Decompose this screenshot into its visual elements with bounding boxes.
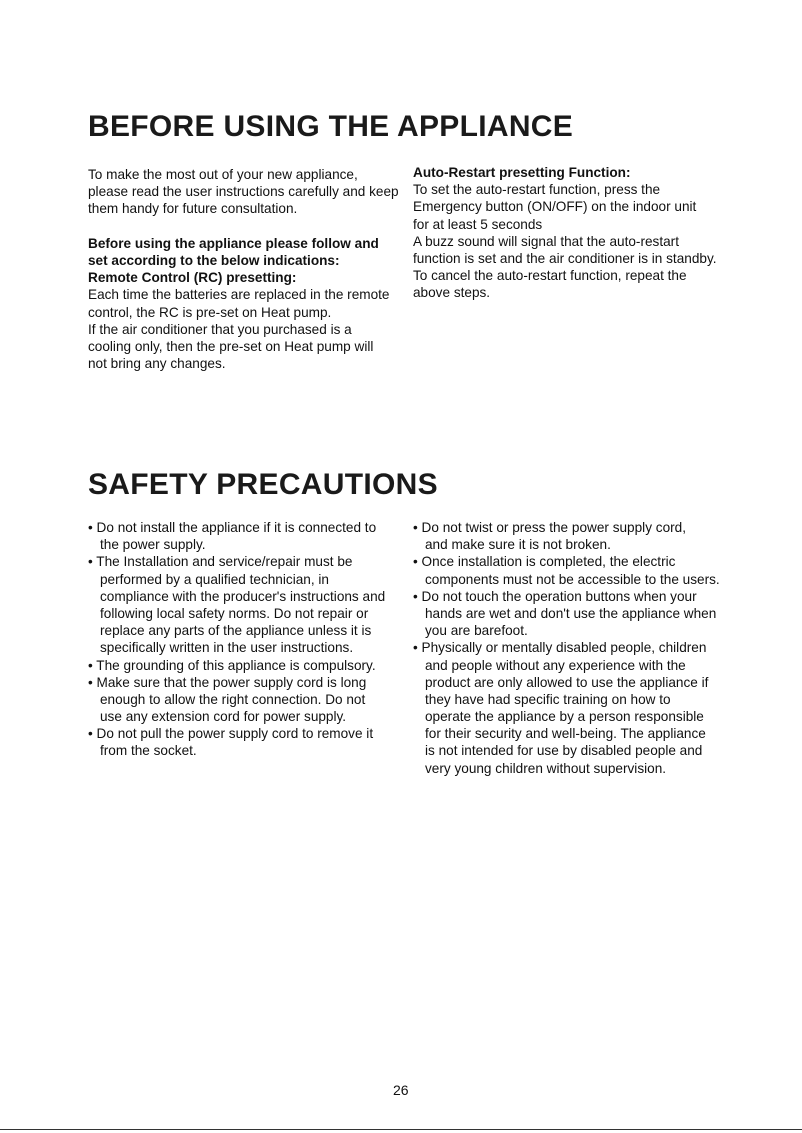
bullet-text: they have had specific training on how to	[425, 691, 671, 707]
bullet-line	[413, 639, 720, 656]
paragraph-gap	[88, 218, 399, 235]
bullet-text: performed by a qualified technician, in	[100, 571, 329, 587]
page-number: 26	[393, 1082, 409, 1098]
bullet-text: and people without any experience with the	[425, 657, 686, 673]
bullet-line	[413, 725, 720, 742]
bullet-line	[88, 536, 385, 553]
bullet-text: is not intended for use by disabled people and	[425, 743, 703, 759]
section-title-safety-precautions: SAFETY PRECAUTIONS	[88, 468, 438, 501]
bullet-text: you are barefoot.	[425, 623, 528, 639]
text-line: To make the most out of your new appliance,	[88, 167, 358, 182]
bullet-text: Do not pull the power supply cord to remove it	[96, 726, 374, 742]
text-line: control, the RC is pre-set on Heat pump.	[88, 304, 332, 320]
before-right-column	[413, 164, 717, 302]
bullet-text: from the socket.	[100, 743, 197, 759]
bullet-text: Do not twist or press the power supply cord,	[421, 520, 686, 535]
bullet-text: following local safety norms. Do not repair or	[100, 605, 369, 621]
text-line: A buzz sound will signal that the auto-restart	[413, 233, 679, 249]
safety-left-column	[88, 519, 385, 760]
bullet-line	[88, 708, 385, 725]
bullet-text: Do not install the appliance if it is connected to	[96, 520, 377, 535]
bullet-line	[413, 588, 720, 605]
bullet-icon: •	[413, 520, 422, 535]
bullet-line	[88, 725, 385, 742]
text-line: cooling only, then the pre-set on Heat pump will	[88, 338, 374, 354]
bullet-text: compliance with the producer's instructions and	[100, 588, 386, 604]
bullet-text: very young children without supervision.	[425, 760, 667, 776]
bullet-line	[88, 622, 385, 639]
bullet-text: operate the appliance by a person responsible	[425, 709, 704, 725]
text-line: not bring any changes.	[88, 356, 226, 372]
bullet-text: enough to allow the right connection. Do not	[100, 691, 366, 707]
bullet-text: Once installation is completed, the electric	[421, 554, 676, 570]
bullet-text: and make sure it is not broken.	[425, 537, 611, 553]
bullet-text: components must not be accessible to the users.	[425, 571, 720, 587]
bullet-text: the power supply.	[100, 537, 206, 553]
bullet-icon: •	[413, 640, 422, 656]
text-line: them handy for future consultation.	[88, 201, 298, 217]
bullet-icon: •	[88, 674, 97, 690]
bullet-icon: •	[88, 726, 97, 742]
text-line: To set the auto-restart function, press the	[413, 182, 661, 198]
text-line: above steps.	[413, 285, 491, 301]
bullet-text: use any extension cord for power supply.	[100, 709, 347, 725]
bullet-line	[413, 622, 720, 639]
text-line: Before using the appliance please follow and	[88, 235, 379, 251]
text-line: If the air conditioner that you purchased is a	[88, 321, 352, 337]
bullet-text: for their security and well-being. The appliance	[425, 726, 706, 742]
bullet-icon: •	[88, 554, 97, 570]
bullet-text: The Installation and service/repair must be	[96, 554, 353, 570]
before-left-column	[88, 166, 399, 372]
bullet-text: replace any parts of the appliance unless it is	[100, 623, 372, 639]
bullet-text: Do not touch the operation buttons when your	[421, 588, 697, 604]
bullet-line	[88, 691, 385, 708]
bullet-text: Physically or mentally disabled people, children	[421, 640, 707, 656]
text-line: set according to the below indications:	[88, 252, 340, 268]
bullet-icon: •	[88, 657, 97, 673]
bullet-line	[88, 588, 385, 605]
bullet-text: product are only allowed to use the appliance if	[425, 674, 709, 690]
text-line: To cancel the auto-restart function, repeat the	[413, 268, 687, 284]
bullet-text: The grounding of this appliance is compulsory.	[96, 657, 376, 673]
text-line: Emergency button (ON/OFF) on the indoor unit	[413, 199, 697, 215]
text-line: Each time the batteries are replaced in the remote	[88, 287, 390, 303]
section-title-before-using: BEFORE USING THE APPLIANCE	[88, 110, 574, 143]
bullet-line	[88, 519, 385, 536]
bullet-icon: •	[413, 554, 422, 570]
bottom-rule	[0, 1129, 802, 1130]
bullet-line	[88, 571, 385, 588]
bullet-line	[88, 674, 385, 691]
bullet-line	[413, 674, 720, 691]
bullet-line	[413, 691, 720, 708]
text-line: Remote Control (RC) presetting:	[88, 270, 297, 286]
bullet-line	[88, 657, 385, 674]
bullet-line	[413, 519, 720, 536]
bullet-line	[413, 571, 720, 588]
bullet-line	[88, 605, 385, 622]
safety-right-column	[413, 519, 720, 777]
bullet-text: Make sure that the power supply cord is long	[96, 674, 367, 690]
bullet-text: hands are wet and don't use the appliance when	[425, 605, 717, 621]
bullet-text: specifically written in the user instructions.	[100, 640, 354, 656]
bullet-line	[88, 742, 385, 759]
text-line: function is set and the air conditioner is in standby.	[413, 250, 717, 266]
bullet-line	[413, 760, 720, 777]
bullet-icon: •	[413, 588, 422, 604]
text-line: for at least 5 seconds	[413, 216, 543, 232]
bullet-line	[88, 639, 385, 656]
bullet-line	[413, 536, 720, 553]
bullet-icon: •	[88, 520, 97, 535]
bullet-line	[413, 742, 720, 759]
text-line: please read the user instructions carefully and keep	[88, 184, 399, 200]
bullet-line	[413, 657, 720, 674]
bullet-line	[413, 605, 720, 622]
bullet-line	[413, 708, 720, 725]
text-line: Auto-Restart presetting Function:	[413, 165, 631, 180]
bullet-line	[88, 553, 385, 570]
bullet-line	[413, 553, 720, 570]
